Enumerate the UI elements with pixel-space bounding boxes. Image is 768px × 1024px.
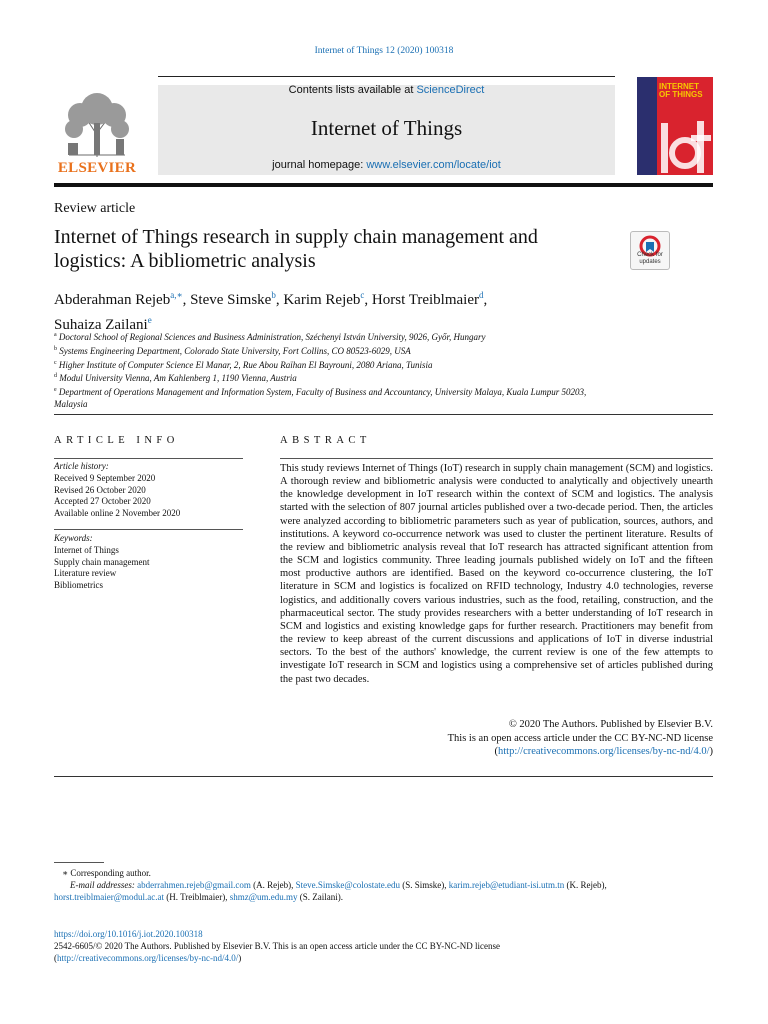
email-link[interactable]: horst.treiblmaier@modul.ac.at [54, 892, 165, 902]
affiliation-text: Higher Institute of Computer Science El Manar, 2, Rue Abou Raïhan El Bayrouni, 2080 Ariana, Tunisia [58, 359, 433, 370]
author-affiliation-mark[interactable]: c [360, 290, 365, 300]
affiliation-item [54, 330, 614, 344]
email-label: E-mail addresses: [70, 880, 135, 890]
license-link-line: (http://creativecommons.org/licenses/by-nc-nd/4.0/) [494, 746, 713, 757]
keyword-item: Bibliometrics [54, 580, 103, 591]
keyword-item: Supply chain management [54, 556, 150, 567]
bottom-license-line: (http://creativecommons.org/licenses/by-nc-nd/4.0/) [54, 953, 242, 963]
affiliation-label: a [54, 332, 57, 338]
footnote-symbol: ∗ [62, 868, 69, 878]
article-title: Internet of Things research in supply chain management and logistics: A bibliometric analysis [54, 226, 538, 272]
cover-title: INTERNET OF THINGS [659, 82, 703, 99]
email-owner: (S. Zailani). [299, 892, 344, 902]
page-bottom-info [54, 928, 713, 964]
abstract-rule [280, 458, 713, 459]
email-addresses [54, 879, 713, 891]
copyright-line: © 2020 The Authors. Published by Elsevier B.V. [508, 719, 713, 730]
abstract-heading: ABSTRACT [280, 435, 371, 446]
affiliation-item [54, 385, 614, 411]
affiliation-label: d [54, 373, 57, 380]
journal-citation[interactable]: Internet of Things 12 (2020) 100318 [314, 46, 454, 56]
author-affiliation-mark[interactable]: d [479, 290, 484, 300]
author-name: Horst Treiblmaier [371, 292, 479, 308]
email-link[interactable]: shmz@um.edu.my [229, 892, 298, 902]
license-line: This is an open access article under the CC BY-NC-ND license [447, 732, 713, 744]
affiliation-text: Doctoral School of Regional Sciences and Business Administration, Széchenyi István University, 9026, Győr, Hungary [58, 332, 486, 342]
corresponding-label: Corresponding author. [70, 868, 151, 878]
sciencedirect-link[interactable]: ScienceDirect [416, 84, 485, 96]
journal-cover-thumbnail[interactable] [637, 77, 713, 175]
article-info-heading: ARTICLE INFO [54, 435, 179, 446]
email-link[interactable]: Steve.Simske@colostate.edu [295, 880, 400, 890]
email-owner: (H. Treiblmaier), [166, 892, 228, 902]
author-name: Steve Simske [190, 292, 272, 308]
keyword-item: Literature review [54, 568, 117, 579]
contents-line [158, 84, 615, 96]
footnote-rule [54, 862, 104, 863]
journal-homepage-line [158, 159, 615, 171]
affiliation-text: Systems Engineering Department, Colorado State University, Fort Collins, CO 80523-6029, USA [59, 345, 411, 356]
affiliation-item [54, 358, 614, 372]
author-name: Karim Rejeb [283, 292, 361, 308]
author-name: Suhaiza Zailani [54, 317, 148, 333]
author-list: Abderahman Rejeb$^{a,∗}$, Steve Simske$^b$, Karim Rejeb$^c$, Horst Treiblmaier$^d$, Suhaiza Zailani$^e$ [54, 290, 488, 333]
homepage-prefix: journal homepage: [272, 159, 364, 171]
issn-line: 2542-6605/© 2020 The Authors. Published by Elsevier B.V. This is an open access article under the CC BY-NC-ND license [54, 941, 501, 951]
history-item: Revised 26 October 2020 [54, 484, 146, 495]
affiliation-label: b [54, 345, 57, 352]
abstract-bottom-rule [54, 776, 713, 777]
cover-side-band [637, 77, 657, 175]
keywords [54, 533, 243, 592]
history-label: Article history: [54, 461, 109, 471]
author-affiliation-mark[interactable]: a,∗ [170, 290, 183, 300]
keywords-rule [54, 529, 243, 530]
check-updates-label: Check for updates [637, 252, 663, 265]
contents-prefix: Contents lists available at [288, 84, 414, 96]
email-link[interactable]: abderrahmen.rejeb@gmail.com [137, 880, 251, 890]
affiliation-text: Department of Operations Management and Information System, Faculty of Business and Accountancy, University Malaya, Kuala Lumpur 50203, Malaysia [54, 387, 587, 409]
affiliation-label: c [54, 359, 57, 366]
affiliations-rule [54, 414, 713, 415]
bottom-license-link[interactable]: http://creativecommons.org/licenses/by-nc-nd/4.0/ [57, 953, 239, 963]
history-item: Available online 2 November 2020 [54, 508, 181, 519]
elsevier-wordmark: ELSEVIER [57, 160, 137, 176]
doi-link[interactable]: https://doi.org/10.1016/j.iot.2020.100318 [54, 929, 203, 939]
author-name: Abderahman Rejeb [54, 292, 171, 308]
affiliation-text: Modul University Vienna, Am Kahlenberg 1, 1190 Vienna, Austria [59, 373, 297, 384]
check-for-updates-badge[interactable] [630, 231, 670, 270]
keywords-label: Keywords: [54, 533, 93, 543]
affiliation-item [54, 344, 614, 358]
email-owner: (K. Rejeb), [566, 880, 607, 890]
keyword-item: Internet of Things [54, 544, 119, 555]
abstract-text: This study reviews Internet of Things (IoT) research in supply chain management (SCM) and logistics. A thorough review and bibliometric analysis were conducted to analytically and objectively unearth the knowledge development in IoT research within the context of SCM and logistics. The analysis started with the selection of 807 journal articles published over a two-decade period. Then, the articles were analyzed according to bibliometric parameters such as year of publication, sources, authors, and institutions. A keyword co-occurrence network was used to cluster the pertinent literature. Results of the review and bibliometric analysis reveal that IoT research has attracted significant attention from the SCM and logistics community. Three leading journals published widely on IoT and the fifteen most productive authors are identified. Based on the keyword co-occurrence clustering, the IoT literature in SCM and logistics is focalized on RFID technology, Industry 4.0 technologies, reverse logistics, and additionally covers various industries, such as the food, retailing, construction, and the pharmaceutical sector. The study provides researchers with a better understanding of IoT research in SCM and logistics and existing knowledge gaps for further research. Practitioners may benefit from the review to keep abreast of the current discussions and applications of IoT in diverse industrial sectors. To the best of the authors' knowledge, the current review is one of the few attempts to investigate IoT research in SCM and logistics using a comprehensive set of articles published during the past two decades. [280, 463, 713, 685]
article-type: Review article [54, 201, 136, 216]
email-link[interactable]: karim.rejeb@etudiant-isi.utm.tn [448, 880, 565, 890]
header-bottom-rule [54, 183, 713, 187]
corresponding-footnote [54, 867, 713, 903]
journal-homepage-link[interactable]: www.elsevier.com/locate/iot [366, 159, 501, 171]
cover-iot-graphic [657, 117, 713, 175]
history-item: Received 9 September 2020 [54, 472, 156, 483]
affiliation-item [54, 371, 614, 385]
author-affiliation-mark[interactable]: b [271, 290, 276, 300]
abstract-copyright [280, 718, 713, 759]
license-link[interactable]: http://creativecommons.org/licenses/by-nc-nd/4.0/ [497, 746, 710, 757]
affiliation-label: e [54, 387, 57, 394]
email-owner: (S. Simske), [402, 880, 447, 890]
email-owner: (A. Rejeb), [253, 880, 294, 890]
history-item: Accepted 27 October 2020 [54, 496, 151, 507]
affiliations [54, 330, 614, 411]
journal-title: Internet of Things [310, 116, 463, 140]
corresponding-line [54, 867, 713, 879]
author-affiliation-mark[interactable]: e [147, 315, 152, 325]
header-top-rule [158, 76, 615, 77]
email-addresses-cont [54, 891, 713, 903]
article-info-rule [54, 458, 243, 459]
article-history [54, 461, 243, 520]
